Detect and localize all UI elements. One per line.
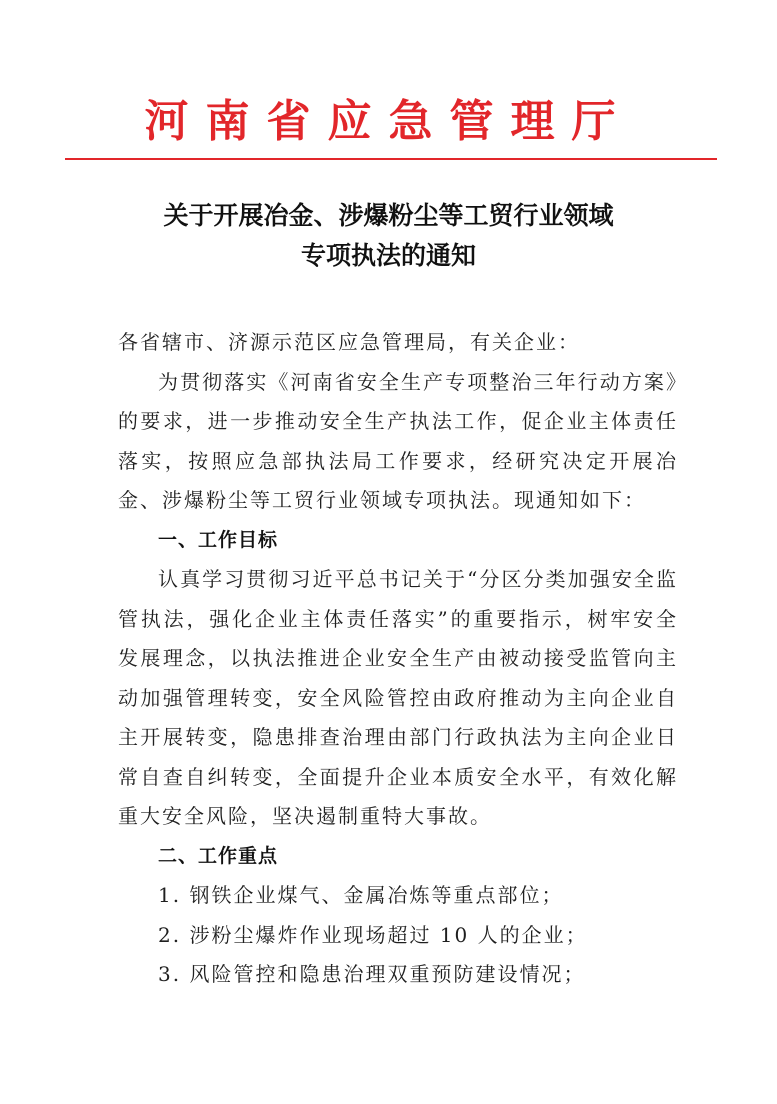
- document-body: [118, 323, 678, 995]
- document-title: [0, 196, 777, 276]
- header-red-rule: [65, 158, 717, 160]
- goals-paragraph: 认真学习贯彻习近平总书记关于“分区分类加强安全监管执法，强化企业主体责任落实”的重要指示，树牢安全发展理念，以执法推进企业安全生产由被动接受监管向主动加强管理转变，安全风险管控由政府推动为主向企业自主开展转变，隐患排查治理由部门行政执法为主向企业日常自查自纠转变，全面提升企业本质安全水平，有效化解重大安全风险，坚决遏制重特大事故。: [118, 567, 678, 828]
- section-heading-focus: 二、工作重点: [158, 844, 279, 867]
- focus-item-3: 3. 风险管控和隐患治理双重预防建设情况；: [158, 962, 586, 986]
- section-heading-goals: 一、工作目标: [158, 528, 279, 551]
- intro-paragraph: 为贯彻落实《河南省安全生产专项整治三年行动方案》的要求，进一步推动安全生产执法工作，促企业主体责任落实，按照应急部执法局工作要求，经研究决定开展冶金、涉爆粉尘等工贸行业领域专项执法。现通知如下：: [118, 369, 678, 512]
- focus-item-1: 1. 钢铁企业煤气、金属冶炼等重点部位；: [158, 883, 564, 907]
- salutation: 各省辖市、济源示范区应急管理局，有关企业：: [118, 330, 580, 354]
- issuing-authority-header: 河南省应急管理厅: [144, 96, 633, 147]
- document-title-line-2: 专项执法的通知: [300, 241, 476, 270]
- document-title-line-1: 关于开展冶金、涉爆粉尘等工贸行业领域: [163, 201, 614, 230]
- focus-item-2: 2. 涉粉尘爆炸作业现场超过 10 人的企业；: [158, 922, 588, 947]
